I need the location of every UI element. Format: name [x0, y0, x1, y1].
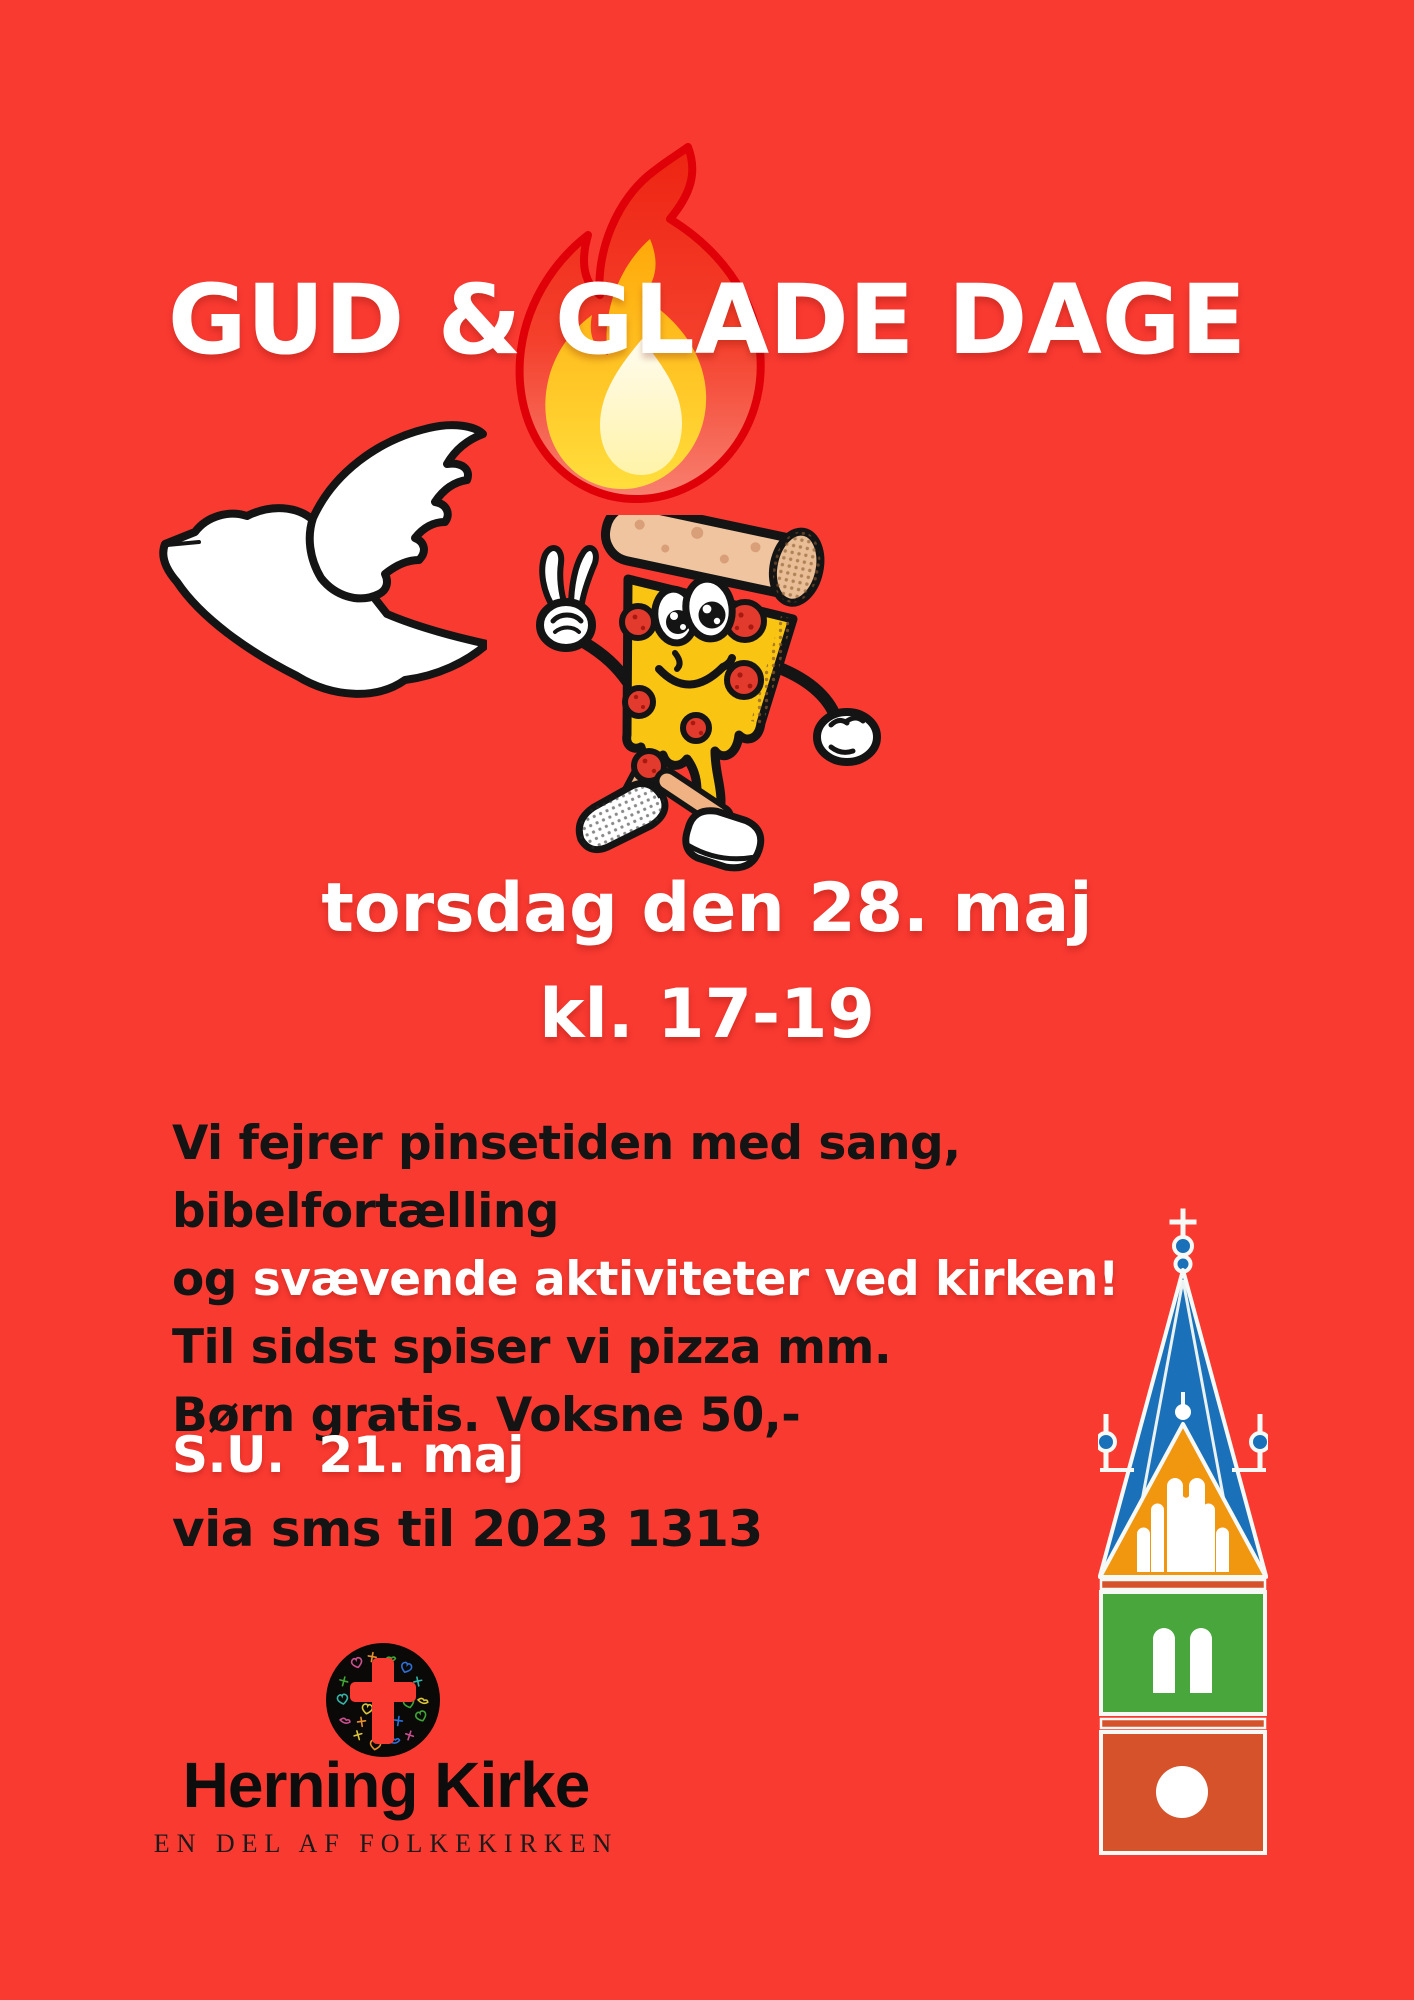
- event-date-line: torsdag den 28. maj: [321, 869, 1093, 948]
- org-name: Herning Kirke: [182, 1749, 590, 1821]
- dove-icon: [137, 418, 487, 700]
- page-title: GUD & GLADE DAGE: [167, 264, 1247, 376]
- description-line-4: Børn gratis. Voksne 50,-: [172, 1388, 801, 1443]
- rsvp-deadline: S.U. 21. maj: [172, 1426, 524, 1484]
- rsvp-info: [172, 1418, 1072, 1566]
- church-logo-icon: [323, 1638, 443, 1764]
- pizza-character-icon: [525, 515, 885, 885]
- description-line-1: Vi fejrer pinsetiden med sang, bibelfortælling: [172, 1116, 977, 1239]
- event-date: [0, 856, 1414, 1068]
- description-line-2-highlight: svævende aktiviteter ved kirken!: [252, 1252, 1119, 1307]
- event-time-line: kl. 17-19: [539, 975, 875, 1054]
- description-line-2-prefix: og: [172, 1252, 253, 1307]
- church-tower-icon: [1098, 1208, 1268, 1856]
- org-tagline: EN DEL AF FOLKEKIRKEN: [153, 1829, 619, 1858]
- description-line-3: Til sidst spiser vi pizza mm.: [172, 1320, 892, 1375]
- rsvp-contact: via sms til 2023 1313: [172, 1500, 763, 1558]
